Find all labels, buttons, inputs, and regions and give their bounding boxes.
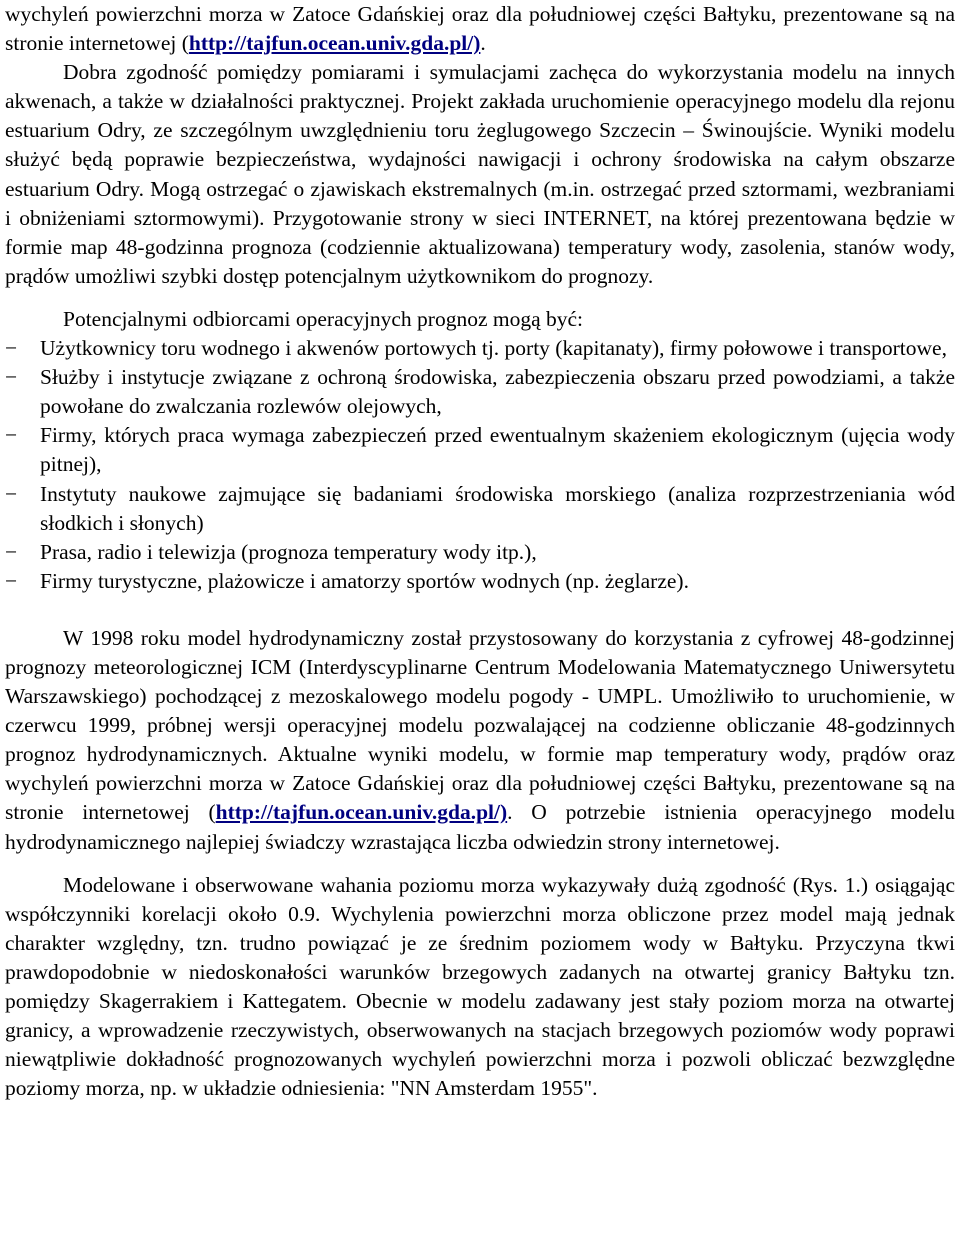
list-item [5,538,955,567]
paragraph-1-text: wychyleń powierzchni morza w Zatoce Gdańskiej oraz dla południowej części Bałtyku, prezentowane są na stronie internetowej ( [5,2,955,56]
spacer [5,857,955,871]
paragraph-4-text: W 1998 roku model hydrodynamiczny został przystosowany do korzystania z cyfrowej 48-godzinnej prognozy meteorologicznej ICM (Interdyscyplinarne Centrum Modelowania Matematycznego Uniwersytetu Warszawskiego) pochodzącej z mezoskalowego modelu pogody - UMPL. Umożliwiło to uruchomienie, w czerwcu 1999, próbnej wersji operacyjnej modelu pozwalającej na codzienne obliczanie 48-godzinnych prognoz hydrodynamicznych. Aktualne wyniki modelu, w formie map temperatury wody, prądów oraz wychyleń powierzchni morza w Zatoce Gdańskiej oraz dla południowej części Bałtyku, prezentowane są na stronie internetowej ( [5,625,955,825]
paragraph-5: Modelowane i obserwowane wahania poziomu morza wykazywały dużą zgodność (Rys. 1.) osiągając współczynniki korelacji około 0.9. Wychylenia powierzchni morza obliczone przez model mają jednak charakter względny, tzn. trudno powiązać je ze średnim poziomem wody w Bałtyku. Przyczyna tkwi prawdopodobnie w niedoskonałości warunków brzegowych zadanych na otwartej granicy Bałtyku tzn. pomiędzy Skagerrakiem i Kattegatem. Obecnie w modelu zadawany jest stały poziom morza na otwartej granicy, a wprowadzenie rzeczywistych, obserwowanych na stacjach brzegowych poziomów wody poprawi niewątpliwie dokładność prognozowanych wychyleń powierzchni morza i pozwoli obliczać bezwzględne poziomy morza, np. w układzie odniesienia: "NN Amsterdam 1955". [5,872,955,1101]
recipients-intro: Potencjalnymi odbiorcami operacyjnych prognoz mogą być: [63,306,584,331]
website-link[interactable]: http://tajfun.ocean.univ.gda.pl/) [215,800,508,825]
list-item-text: Instytuty naukowe zajmujące się badaniami środowiska morskiego (analiza rozprzestrzeniania wód słodkich i słonych) [40,481,955,535]
list-item-text: Firmy, których praca wymaga zabezpieczeń przed ewentualnym skażeniem ekologicznym (ujęcia wody pitnej), [40,423,955,477]
recipients-list [5,334,955,596]
list-item [5,480,955,538]
list-item [5,334,955,363]
paragraph-1 [5,0,955,58]
list-item-text: Prasa, radio i telewizja (prognoza temperatury wody itp.), [40,539,537,564]
paragraph-4 [5,624,955,857]
paragraph-1-end: . [480,31,486,56]
dash-bullet: − [5,481,18,506]
spacer [5,596,955,624]
dash-bullet: − [5,423,18,448]
spacer [5,291,955,305]
list-item [5,363,955,421]
dash-bullet: − [5,568,18,593]
dash-bullet: − [5,336,18,361]
list-item [5,567,955,596]
website-link[interactable]: http://tajfun.ocean.univ.gda.pl/) [188,31,481,56]
paragraph-4-end: . O potrzebie istnienia operacyjnego modelu hydrodynamicznego najlepiej świadczy wzrastająca liczba odwiedzin strony internetowej. [5,800,955,854]
paragraph-2: Dobra zgodność pomiędzy pomiarami i symulacjami zachęca do wykorzystania modelu na innych akwenach, a także w działalności praktycznej. Projekt zakłada uruchomienie operacyjnego modelu dla rejonu estuarium Odry, ze szczególnym uwzględnieniu toru żeglugowego Szczecin – Świnoujście. Wyniki modelu służyć będą poprawie bezpieczeństwa, wydajności nawigacji i ochrony środowiska na całym obszarze estuarium Odry. Mogą ostrzegać o zjawiskach ekstremalnych (m.in. ostrzegać przed sztormami, wezbraniami i obniżeniami sztormowymi). Przygotowanie strony w sieci INTERNET, na której prezentowana będzie w formie map 48-godzinna prognoza (codziennie aktualizowana) temperatury wody, zasolenia, stanów wody, prądów umożliwi szybki dostęp potencjalnym użytkownikom do prognozy. [5,60,955,288]
dash-bullet: − [5,539,18,564]
list-item-text: Użytkownicy toru wodnego i akwenów portowych tj. porty (kapitanaty), firmy połowowe i transportowe, [40,336,947,361]
list-item-text: Służby i instytucje związane z ochroną środowiska, zabezpieczenia obszaru przed powodziami, a także powołane do zwalczania rozlewów olejowych, [40,365,955,419]
dash-bullet: − [5,365,18,390]
list-item [5,421,955,479]
list-item-text: Firmy turystyczne, plażowicze i amatorzy sportów wodnych (np. żeglarze). [40,568,689,593]
